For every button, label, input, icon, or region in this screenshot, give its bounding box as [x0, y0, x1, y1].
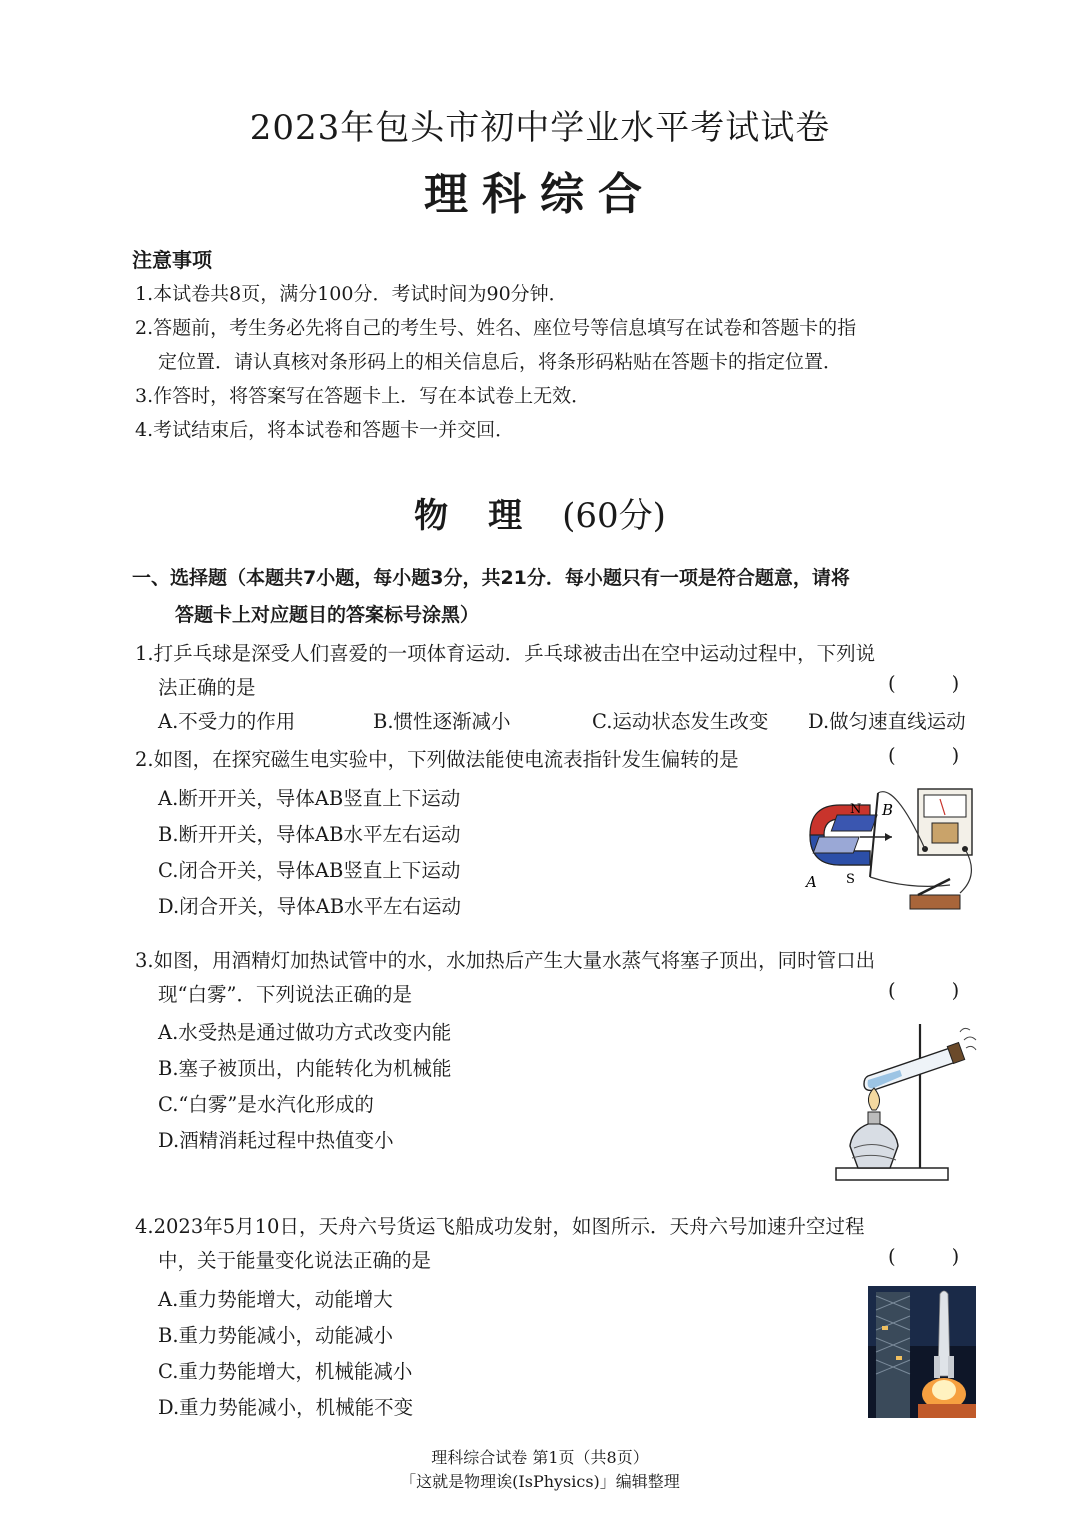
question-4-option-d: D.重力势能减小，机械能不变 [158, 1396, 414, 1419]
question-3-option-b: B.塞子被顶出，内能转化为机械能 [158, 1057, 452, 1080]
figure-label-a: A [806, 873, 817, 891]
notice-item: 定位置．请认真核对条形码上的相关信息后，将条形码粘贴在答题卡的指定位置． [158, 351, 843, 373]
question-1-option-a: A.不受力的作用 [158, 710, 296, 733]
notice-item: 1.本试卷共8页，满分100分．考试时间为90分钟． [135, 283, 568, 305]
section-points: (60分) [562, 496, 666, 536]
answer-blank [888, 1245, 968, 1268]
question-1-stem-cont: 法正确的是 [158, 676, 256, 699]
question-3-stem-cont: 现“白雾”．下列说法正确的是 [158, 983, 412, 1006]
question-4-option-b: B.重力势能减小，动能减小 [158, 1324, 394, 1347]
question-1-option-c: C.运动状态发生改变 [592, 710, 769, 733]
figure-label-n: N [850, 802, 862, 817]
question-2-stem: 2.如图，在探究磁生电实验中，下列做法能使电流表指针发生偏转的是 [135, 748, 739, 771]
section-name-a: 物 [414, 496, 449, 536]
section-name-b: 理 [488, 496, 523, 536]
rocket-launch-photo [868, 1286, 976, 1418]
page-footer: 理科综合试卷 第1页（共8页） [431, 1448, 649, 1467]
question-3-stem: 3.如图，用酒精灯加热试管中的水，水加热后产生大量水蒸气将塞子顶出，同时管口出 [135, 949, 876, 972]
question-2-option-b: B.断开开关，导体AB水平左右运动 [158, 823, 461, 846]
footer-credit: 「这就是物理诶(IsPhysics)」编辑整理 [400, 1472, 680, 1491]
answer-blank [888, 672, 968, 695]
answer-blank [888, 979, 968, 1002]
question-4-stem: 4.2023年5月10日，天舟六号货运飞船成功发射，如图所示．天舟六号加速升空过程 [135, 1215, 865, 1238]
part-heading-cont: 答题卡上对应题目的答案标号涂黑） [175, 604, 480, 626]
figure-label-s: S [846, 872, 855, 887]
part-heading: 一、选择题（本题共7小题，每小题3分，共21分．每小题只有一项是符合题意，请将 [132, 567, 850, 589]
subject-title: 理科综合 [424, 169, 656, 220]
notice-item: 4.考试结束后，将本试卷和答题卡一并交回． [135, 419, 515, 441]
question-3-option-d: D.酒精消耗过程中热值变小 [158, 1129, 394, 1152]
question-1-option-d: D.做匀速直线运动 [808, 710, 966, 733]
induction-figure [800, 785, 980, 920]
question-1-option-b: B.惯性逐渐减小 [373, 710, 511, 733]
question-4-stem-cont: 中，关于能量变化说法正确的是 [158, 1249, 432, 1272]
question-2-option-a: A.断开开关，导体AB竖直上下运动 [158, 787, 461, 810]
figure-label-b: B [882, 801, 894, 819]
notice-heading: 注意事项 [132, 248, 212, 272]
question-1-stem: 1.打乒乓球是深受人们喜爱的一项体育运动．乒乓球被击出在空中运动过程中，下列说 [135, 642, 876, 665]
question-2-option-c: C.闭合开关，导体AB竖直上下运动 [158, 859, 461, 882]
question-3-option-c: C.“白雾”是水汽化形成的 [158, 1093, 374, 1116]
question-3-option-a: A.水受热是通过做功方式改变内能 [158, 1021, 452, 1044]
notice-item: 2.答题前，考生务必先将自己的考生号、姓名、座位号等信息填写在试卷和答题卡的指 [135, 317, 857, 339]
exam-title: 2023年包头市初中学业水平考试试卷 [249, 108, 831, 148]
section-heading [0, 488, 1080, 537]
question-2-option-d: D.闭合开关，导体AB水平左右运动 [158, 895, 462, 918]
heating-figure [830, 1018, 980, 1186]
answer-blank [888, 744, 968, 767]
question-4-option-c: C.重力势能增大，机械能减小 [158, 1360, 413, 1383]
notice-item: 3.作答时，将答案写在答题卡上．写在本试卷上无效． [135, 385, 591, 407]
question-4-option-a: A.重力势能增大，动能增大 [158, 1288, 393, 1311]
